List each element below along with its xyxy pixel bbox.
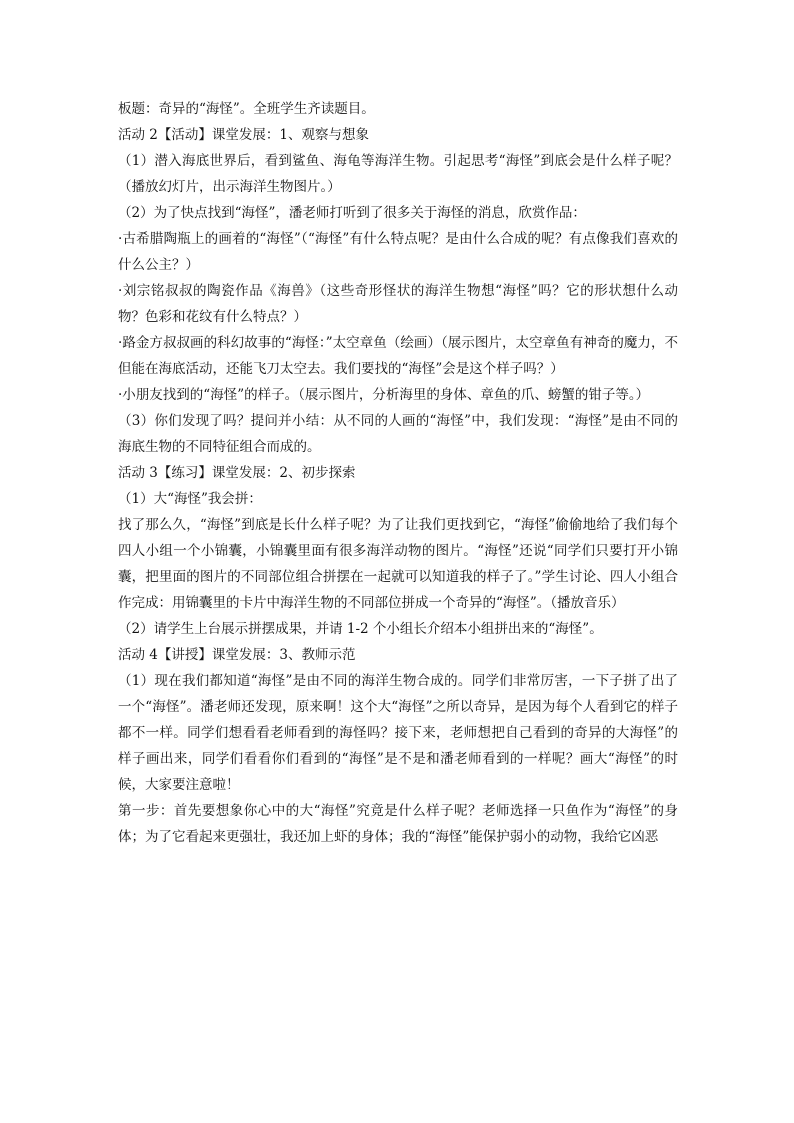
paragraph-assemble-body: 找了那么久，“海怪”到底是长什么样子呢？为了让我们更找到它，“海怪”偷偷地给了我们每个四人小组一个小锦囊，小锦囊里面有很多海洋动物的图片。“海怪”还说“同学们只要打开小锦囊，把里面的图片的不同部位组合拼摆在一起就可以知道我的样子了。”学生讨论、四人小组合作完成：用锦囊里的卡片中海洋生物的不同部位拼成一个奇异的“海怪”。（播放音乐） <box>118 517 678 611</box>
paragraph-step-one: 第一步：首先要想象你心中的大“海怪”究竟是什么样子呢？老师选择一只鱼作为“海怪”的身体；为了它看起来更强壮，我还加上虾的身体；我的“海怪”能保护弱小的动物，我给它凶恶 <box>118 803 678 845</box>
activity-4-heading: 活动 4【讲授】课堂发展：3、教师示范 <box>118 647 356 663</box>
paragraph-assemble-title: （1）大“海怪”我会拼： <box>118 491 262 507</box>
paragraph-dive-into-sea: （1）潜入海底世界后，看到鲨鱼、海龟等海洋生物。引起思考“海怪”到底会是什么样子呢？（播放幻灯片，出示海洋生物图片。） <box>118 153 678 195</box>
document-page <box>118 96 678 850</box>
paragraph-teacher-demo: （1）现在我们都知道“海怪”是由不同的海洋生物合成的。同学们非常厉害，一下子拼了出了一个“海怪”。潘老师还发现，原来啊！这个大“海怪”之所以奇异，是因为每个人看到它的样子都不一样。同学们想看看老师看到的海怪吗？接下来，老师想把自己看到的奇异的大海怪”的样子画出来，同学们看看你们看到的“海怪”是不是和潘老师看到的一样呢？画大“海怪”的时候，大家要注意啦！ <box>118 673 678 793</box>
bullet-greek-vase: ·古希腊陶瓶上的画着的“海怪”（“海怪”有什么特点呢？是由什么合成的呢？有点像我们喜欢的什么公主？） <box>118 231 678 273</box>
paragraph-find-sea-monster: （2）为了快点找到“海怪”，潘老师打听到了很多关于海怪的消息，欣赏作品： <box>118 205 586 221</box>
bullet-ceramic-work: ·刘宗铭叔叔的陶瓷作品《海兽》（这些奇形怪状的海洋生物想“海怪”吗？它的形状想什么动物？色彩和花纹有什么特点？） <box>118 283 678 325</box>
activity-3-heading: 活动 3【练习】课堂发展：2、初步探索 <box>118 465 356 481</box>
board-title-paragraph: 板题：奇异的“海怪”。全班学生齐读题目。 <box>118 101 375 117</box>
bullet-space-octopus: ·路金方叔叔画的科幻故事的“海怪：”太空章鱼（绘画）（展示图片，太空章鱼有神奇的魔力，不但能在海底活动，还能飞刀太空去。我们要找的“海怪”会是这个样子吗？） <box>118 335 678 377</box>
paragraph-summary: （3）你们发现了吗？提问并小结：从不同的人画的“海怪”中，我们发现：“海怪”是由不同的海底生物的不同特征组合而成的。 <box>118 413 678 455</box>
activity-2-heading: 活动 2【活动】课堂发展：1、观察与想象 <box>118 127 369 143</box>
bullet-kids-monster: ·小朋友找到的“海怪”的样子。（展示图片，分析海里的身体、章鱼的爪、螃蟹的钳子等。） <box>118 387 650 403</box>
paragraph-show-results: （2）请学生上台展示拼摆成果，并请 1-2 个小组长介绍本小组拼出来的“海怪”。 <box>118 621 603 637</box>
